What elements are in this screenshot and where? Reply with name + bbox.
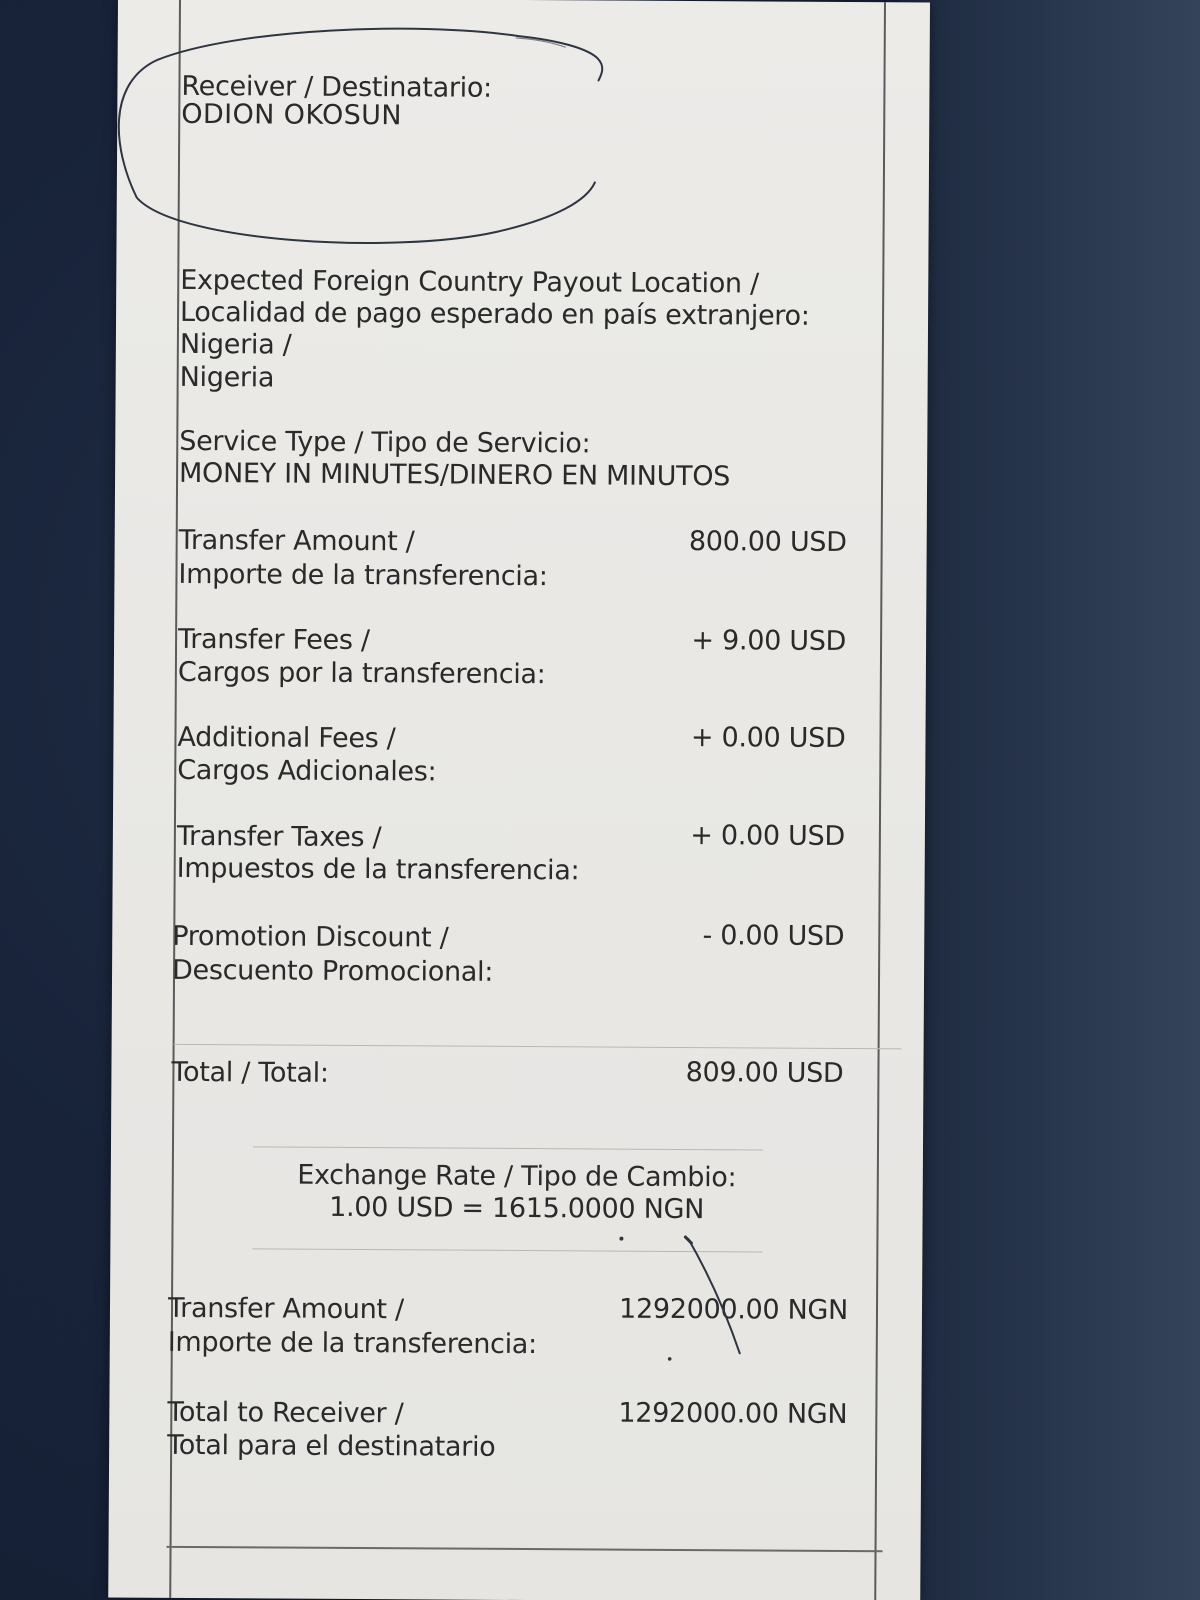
line-label-en: Transfer Fees /	[177, 623, 370, 657]
background-right	[900, 0, 1200, 1600]
receipt-bottom-rule	[167, 1546, 883, 1552]
line-label-es: Descuento Promocional:	[171, 954, 494, 988]
payout-country-es: Nigeria	[179, 361, 275, 394]
total-label: Total / Total:	[171, 1056, 329, 1089]
line-label-en: Transfer Taxes /	[176, 820, 382, 854]
transfer-taxes-value: + 0.00 USD	[690, 820, 845, 852]
payout-country-en: Nigeria /	[179, 328, 292, 361]
total-value: 809.00 USD	[685, 1057, 844, 1089]
receiver-label: Receiver / Destinatario:	[181, 70, 492, 104]
transfer-amount-ngn-value: 1292000.00 NGN	[619, 1293, 849, 1327]
line-label-es: Importe de la transferencia:	[167, 1326, 538, 1361]
line-label-en: Additional Fees /	[177, 721, 396, 755]
line-label-en: Transfer Amount /	[178, 524, 415, 558]
payout-location-label-en: Expected Foreign Country Payout Location /	[180, 264, 759, 300]
receipt-paper	[108, 0, 930, 1600]
payout-location-label-es: Localidad de pago esperado en país extranjero:	[179, 296, 810, 332]
exchange-rate-label: Exchange Rate / Tipo de Cambio:	[297, 1159, 737, 1194]
promotion-discount-value: - 0.00 USD	[702, 920, 845, 952]
pen-circle-mark	[116, 0, 930, 302]
line-label-es: Cargos Adicionales:	[177, 754, 437, 788]
service-type-label: Service Type / Tipo de Servicio:	[179, 425, 591, 460]
exchange-rate-value: 1.00 USD = 1615.0000 NGN	[329, 1191, 705, 1226]
receipt-border-right	[874, 2, 885, 1600]
line-label-es: Impuestos de la transferencia:	[176, 852, 580, 887]
line-label-en: Transfer Amount /	[167, 1292, 404, 1326]
line-label-es: Total para el destinatario	[167, 1429, 496, 1463]
total-to-receiver-value: 1292000.00 NGN	[618, 1397, 848, 1431]
line-label-es: Importe de la transferencia:	[178, 558, 548, 593]
exchange-divider-top	[253, 1146, 763, 1150]
receiver-name: ODION OKOSUN	[181, 98, 403, 132]
total-divider	[174, 1044, 902, 1049]
line-label-es: Cargos por la transferencia:	[177, 656, 546, 691]
line-label-en: Promotion Discount /	[172, 920, 449, 954]
additional-fees-value: + 0.00 USD	[690, 722, 846, 754]
transfer-amount-value: 800.00 USD	[688, 526, 847, 558]
exchange-divider-bottom	[252, 1248, 762, 1252]
transfer-fees-value: + 9.00 USD	[691, 625, 847, 657]
service-type-value: MONEY IN MINUTES/DINERO EN MINUTOS	[179, 457, 731, 493]
line-label-en: Total to Receiver /	[167, 1396, 404, 1430]
